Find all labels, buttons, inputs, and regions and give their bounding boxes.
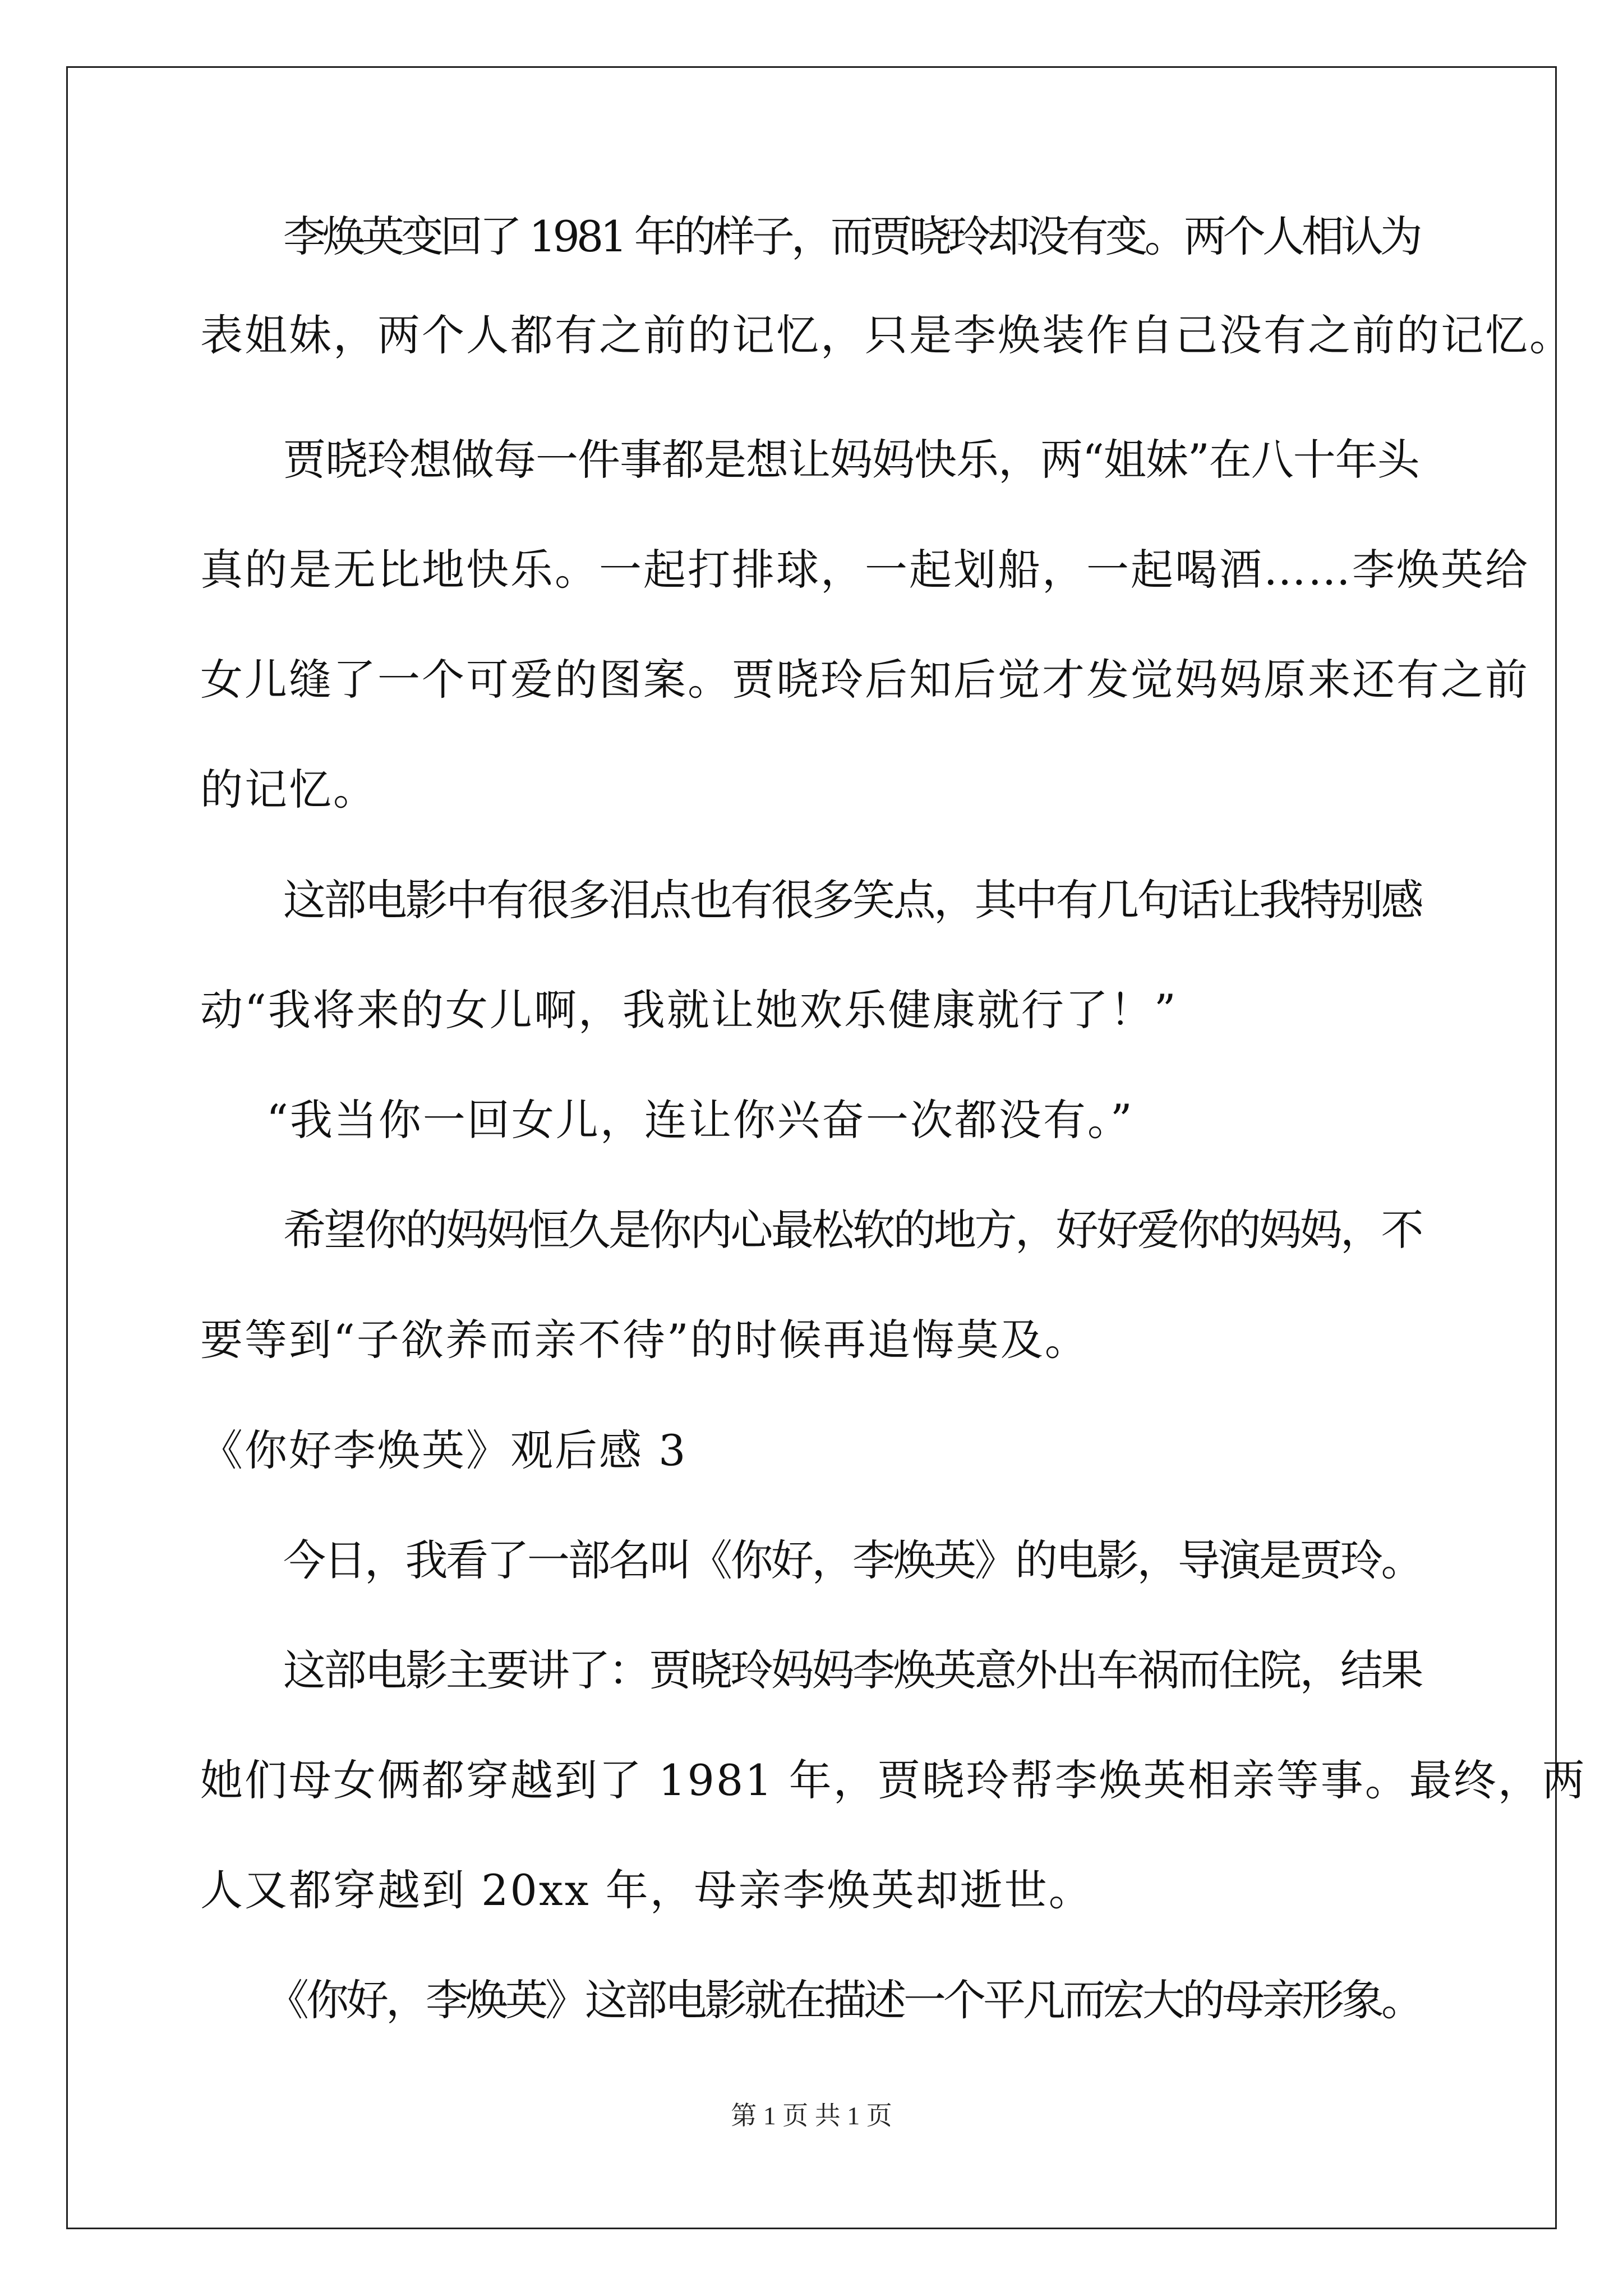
paragraph-line: 希望你的妈妈恒久是你内心最松软的地方，好好爱你的妈妈，不: [283, 1205, 1422, 1255]
paragraph-line: 要等到“子欲养而亲不待”的时候再追悔莫及。: [200, 1315, 1089, 1365]
paragraph-line: 贾晓玲想做每一件事都是想让妈妈快乐，两“姐妹”在八十年头: [283, 435, 1419, 485]
paragraph-line: 女儿缝了一个可爱的图案。贾晓玲后知后觉才发觉妈妈原来还有之前: [200, 655, 1529, 705]
quote-line: “我当你一回女儿，连让你兴奋一次都没有。”: [266, 1095, 1134, 1145]
paragraph-line: 人又都穿越到 20xx 年，母亲李焕英却逝世。: [200, 1865, 1093, 1915]
paragraph-line: 今日，我看了一部名叫《你好，李焕英》的电影，导演是贾玲。: [283, 1535, 1422, 1585]
paragraph-line: 真的是无比地快乐。一起打排球，一起划船，一起喝酒……李焕英给: [200, 545, 1529, 595]
paragraph-line: 这部电影中有很多泪点也有很多笑点，其中有几句话让我特别感: [283, 875, 1422, 925]
paragraph-line: 她们母女俩都穿越到了 1981 年，贾晓玲帮李焕英相亲等事。最终，两: [200, 1755, 1587, 1805]
paragraph-line: 表姐妹，两个人都有之前的记忆，只是李焕装作自己没有之前的记忆。: [200, 310, 1574, 360]
paragraph-line: 李焕英变回了 1981 年的样子，而贾晓玲却没有变。两个人相认为: [283, 211, 1419, 261]
paragraph-line: 《你好，李焕英》这部电影就在描述一个平凡而宏大的母亲形象。: [266, 1975, 1421, 2025]
paragraph-line: 动“我将来的女儿啊，我就让她欢乐健康就行了！”: [200, 985, 1178, 1035]
paragraph-line: 的记忆。: [200, 765, 377, 815]
paragraph-line: 这部电影主要讲了：贾晓玲妈妈李焕英意外出车祸而住院，结果: [283, 1645, 1422, 1695]
section-heading: 《你好李焕英》观后感 3: [200, 1425, 688, 1475]
page-number-footer: 第 1 页 共 1 页: [731, 2101, 892, 2130]
